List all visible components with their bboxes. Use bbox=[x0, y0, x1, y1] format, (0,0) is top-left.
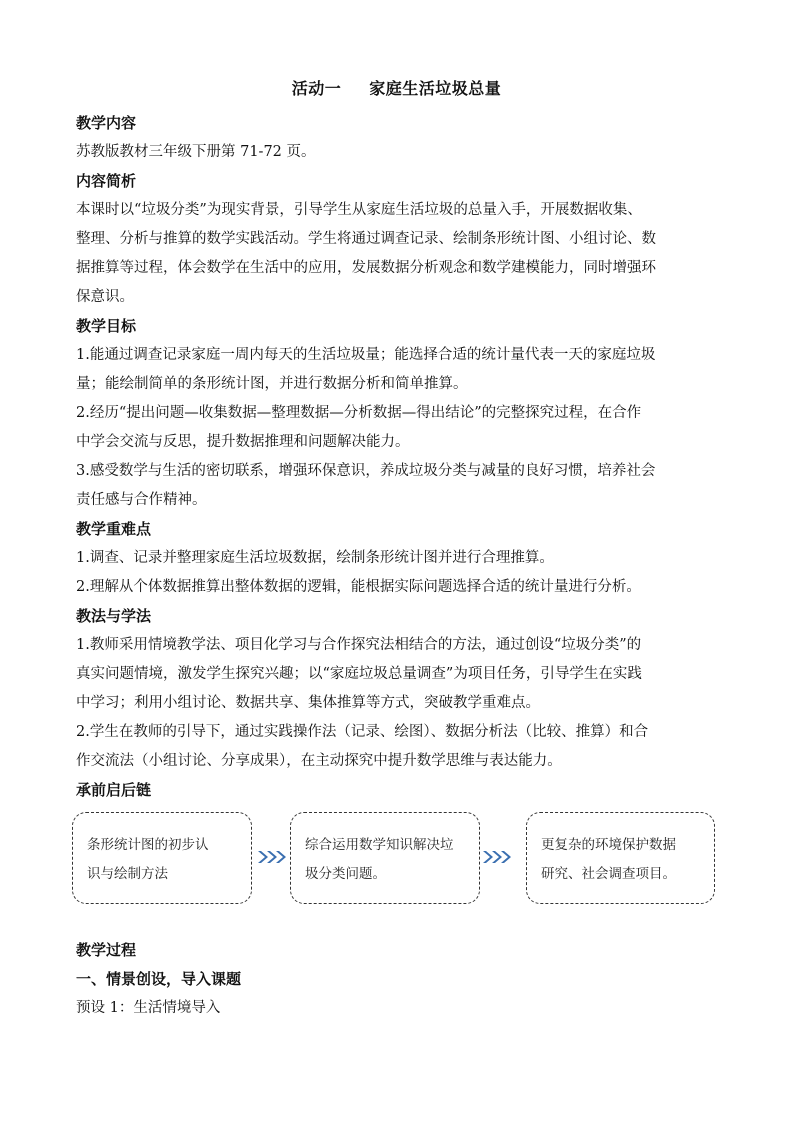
section-heading-summary: 内容简析 bbox=[76, 172, 137, 190]
preset-line: 预设 1：生活情境导入 bbox=[76, 1000, 221, 1016]
link-box-text: 识与绘制方法 bbox=[87, 866, 168, 882]
double-chevron-right-icon bbox=[256, 848, 286, 866]
summary-line: 据推算等过程，体会数学在生活中的应用，发展数据分析观念和数学建模能力，同时增强环 bbox=[76, 260, 656, 276]
summary-paragraph bbox=[76, 196, 720, 312]
summary-line: 保意识。 bbox=[76, 289, 134, 305]
link-box-previous bbox=[72, 812, 252, 904]
methods-paragraph bbox=[76, 631, 720, 776]
keypoints-paragraph bbox=[76, 544, 720, 602]
section-heading-keypoints: 教学重难点 bbox=[76, 520, 152, 538]
section-heading-links: 承前启后链 bbox=[76, 781, 152, 799]
link-box-text: 条形统计图的初步认 bbox=[87, 837, 209, 853]
link-box-current bbox=[290, 812, 480, 904]
goal-line: 3.感受数学与生活的密切联系，增强环保意识，养成垃圾分类与减量的良好习惯，培养社会 bbox=[76, 463, 656, 479]
double-chevron-right-icon bbox=[481, 848, 511, 866]
goals-paragraph bbox=[76, 341, 720, 515]
section-heading-goals: 教学目标 bbox=[76, 317, 137, 335]
process-preset bbox=[76, 994, 720, 1023]
link-box-text: 研究、社会调查项目。 bbox=[541, 866, 676, 882]
method-line: 真实问题情境，激发学生探究兴趣；以“家庭垃圾总量调查”为项目任务，引导学生在实践 bbox=[76, 666, 642, 682]
link-flow-diagram bbox=[76, 812, 720, 910]
goal-line: 量；能绘制简单的条形统计图，并进行数据分析和简单推算。 bbox=[76, 376, 468, 392]
section-heading-process: 教学过程 bbox=[76, 941, 137, 959]
link-box-next bbox=[526, 812, 715, 904]
keypoint-line: 2.理解从个体数据推算出整体数据的逻辑，能根据实际问题选择合适的统计量进行分析。 bbox=[76, 579, 641, 595]
document-body bbox=[76, 109, 720, 1023]
goal-line: 1.能通过调查记录家庭一周内每天的生活垃圾量；能选择合适的统计量代表一天的家庭垃圾 bbox=[76, 347, 656, 363]
section-heading-methods: 教法与学法 bbox=[76, 607, 152, 625]
link-box-text: 综合运用数学知识解决垃 bbox=[305, 837, 454, 853]
page-title bbox=[0, 76, 793, 99]
method-line: 1.教师采用情境教学法、项目化学习与合作探究法相结合的方法，通过创设“垃圾分类”的 bbox=[76, 637, 642, 653]
goal-line: 责任感与合作精神。 bbox=[76, 492, 207, 508]
content-text bbox=[76, 138, 720, 167]
link-box-text: 圾分类问题。 bbox=[305, 866, 386, 882]
keypoint-line: 1.调查、记录并整理家庭生活垃圾数据，绘制条形统计图并进行合理推算。 bbox=[76, 550, 554, 566]
content-line: 苏教版教材三年级下册第 71-72 页。 bbox=[76, 144, 316, 160]
goal-line: 中学会交流与反思，提升数据推理和问题解决能力。 bbox=[76, 434, 410, 450]
summary-line: 整理、分析与推算的数学实践活动。学生将通过调查记录、绘制条形统计图、小组讨论、数 bbox=[76, 231, 656, 247]
section-heading-content: 教学内容 bbox=[76, 114, 137, 132]
method-line: 2.学生在教师的引导下，通过实践操作法（记录、绘图）、数据分析法（比较、推算）和合 bbox=[76, 724, 649, 740]
title-part2: 家庭生活垃圾总量 bbox=[369, 79, 502, 98]
title-part1: 活动一 bbox=[291, 79, 342, 98]
process-step-heading: 一、情景创设，导入课题 bbox=[76, 970, 242, 988]
goal-line: 2.经历“提出问题—收集数据—整理数据—分析数据—得出结论”的完整探究过程，在合作 bbox=[76, 405, 642, 421]
link-box-text: 更复杂的环境保护数据 bbox=[541, 837, 676, 853]
summary-line: 本课时以“垃圾分类”为现实背景，引导学生从家庭生活垃圾的总量入手，开展数据收集、 bbox=[76, 202, 642, 218]
method-line: 中学习；利用小组讨论、数据共享、集体推算等方式，突破教学重难点。 bbox=[76, 695, 540, 711]
method-line: 作交流法（小组讨论、分享成果），在主动探究中提升数学思维与表达能力。 bbox=[76, 753, 562, 769]
